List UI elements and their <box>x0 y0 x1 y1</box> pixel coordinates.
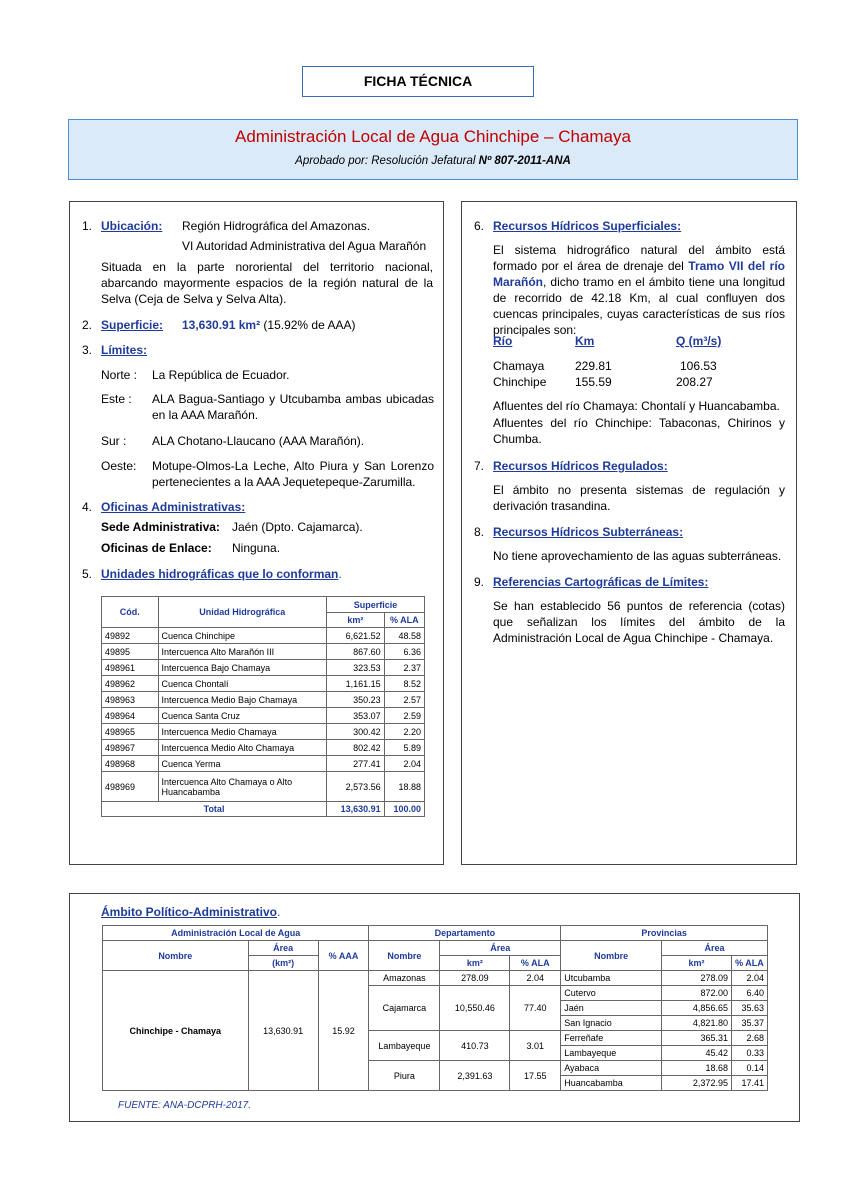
s6-para-tramo: Tramo VII del río Marañón <box>493 259 786 289</box>
th-dep-pct: % ALA <box>510 956 561 971</box>
th-ala: Administración Local de Agua <box>103 926 369 941</box>
prov-pct: 6.40 <box>731 986 767 1001</box>
dep-pct: 77.40 <box>510 986 561 1031</box>
prov-nombre: Huancabamba <box>561 1076 662 1091</box>
ambito-dot: . <box>277 905 281 919</box>
unidad-nombre: Intercuenca Alto Marañón III <box>158 644 327 660</box>
table-row <box>102 724 425 740</box>
s1-para: Situada en la parte nororiental del territorio nacional, abarcando mayormente espacios de la región natural de la Selva (Ceja de Selva y Selva Alta). <box>101 260 433 306</box>
unidad-cod: 49895 <box>102 644 159 660</box>
s6-num: 6. <box>474 219 485 233</box>
rio-header: Río <box>493 334 513 348</box>
unidad-km2: 353.07 <box>327 708 385 724</box>
table-row <box>102 660 425 676</box>
unidad-km2: 277.41 <box>327 756 385 772</box>
s2-num: 2. <box>82 318 93 332</box>
afluentes-chamaya: Afluentes del río Chamaya: Chontalí y Huancabamba. <box>493 399 780 413</box>
sede-label: Sede Administrativa: <box>101 520 220 534</box>
prov-area: 45.42 <box>662 1046 732 1061</box>
prov-nombre: Jaén <box>561 1001 662 1016</box>
unidad-nombre: Cuenca Yerma <box>158 756 327 772</box>
prov-pct: 2.04 <box>731 971 767 986</box>
table-row <box>102 676 425 692</box>
unidad-km2: 350.23 <box>327 692 385 708</box>
th-prov-km2: km² <box>662 956 732 971</box>
dep-pct: 17.55 <box>510 1061 561 1091</box>
unidad-cod: 498969 <box>102 772 159 802</box>
ambito-table <box>102 925 768 1091</box>
s5-num: 5. <box>82 567 93 581</box>
prov-nombre: Ferreñafe <box>561 1031 662 1046</box>
table-row <box>102 628 425 644</box>
afluentes-chinchipe: Afluentes del río Chinchipe: Tabaconas, Chirinos y Chumba. <box>493 416 785 446</box>
rio-2-name: Chinchipe <box>493 375 547 389</box>
unidad-nombre: Intercuenca Medio Chamaya <box>158 724 327 740</box>
limite-norte-key: Norte : <box>101 368 138 382</box>
s4-num: 4. <box>82 500 93 514</box>
km-header: Km <box>575 334 595 348</box>
s3-num: 3. <box>82 343 93 357</box>
prov-nombre: Utcubamba <box>561 971 662 986</box>
unidad-nombre: Cuenca Santa Cruz <box>158 708 327 724</box>
limite-sur-key: Sur : <box>101 434 127 448</box>
dep-pct: 3.01 <box>510 1031 561 1061</box>
dep-nombre: Lambayeque <box>369 1031 440 1061</box>
header-title: Administración Local de Agua Chinchipe – Chamaya <box>235 127 631 146</box>
th-dep-area: Área <box>440 941 561 956</box>
unidad-cod: 498967 <box>102 740 159 756</box>
s7-num: 7. <box>474 459 485 473</box>
prov-area: 278.09 <box>662 971 732 986</box>
subtitle-number: Nº 807-2011-ANA <box>478 155 571 167</box>
s1-num: 1. <box>82 219 93 233</box>
th-unidad: Unidad Hidrográfica <box>158 597 327 628</box>
limite-oeste-key: Oeste: <box>101 459 137 473</box>
dep-nombre: Amazonas <box>369 971 440 986</box>
dep-nombre: Piura <box>369 1061 440 1091</box>
th-cod: Cód. <box>102 597 159 628</box>
dep-pct: 2.04 <box>510 971 561 986</box>
th-dep-nombre: Nombre <box>369 941 440 971</box>
prov-pct: 35.37 <box>731 1016 767 1031</box>
s7-text: El ámbito no presenta sistemas de regulación y derivación trasandina. <box>493 483 785 513</box>
unidad-nombre: Cuenca Chontalí <box>158 676 327 692</box>
ala-nombre: Chinchipe - Chamaya <box>103 971 249 1091</box>
s1-title: Ubicación: <box>101 219 163 233</box>
unidad-nombre: Intercuenca Bajo Chamaya <box>158 660 327 676</box>
limite-oeste-value: Motupe-Olmos-La Leche, Alto Piura y San Lorenzo pertenecientes a la AAA Jequetepeque-Zarumilla. <box>152 459 434 489</box>
header-box <box>68 119 798 180</box>
dep-nombre: Cajamarca <box>369 986 440 1031</box>
s9-title: Referencias Cartográficas de Límites: <box>493 575 709 589</box>
dep-area: 410.73 <box>440 1031 510 1061</box>
unidad-km2: 867.60 <box>327 644 385 660</box>
unidad-nombre: Intercuenca Medio Bajo Chamaya <box>158 692 327 708</box>
unidad-km2: 2,573.56 <box>327 772 385 802</box>
table-row <box>102 772 425 802</box>
limite-norte-value: La República de Ecuador. <box>152 368 290 382</box>
s1-line2: VI Autoridad Administrativa del Agua Marañón <box>182 239 427 253</box>
s8-title: Recursos Hídricos Subterráneas: <box>493 525 684 539</box>
s5-title: Unidades hidrográficas que lo conforman <box>101 567 339 581</box>
unidad-pct: 8.52 <box>384 676 424 692</box>
th-prov-area: Área <box>662 941 768 956</box>
s7-title: Recursos Hídricos Regulados: <box>493 459 668 473</box>
s5-dot: . <box>338 567 342 581</box>
fuente-note: FUENTE: ANA-DCPRH-2017. <box>118 1100 251 1111</box>
unidad-nombre: Cuenca Chinchipe <box>158 628 327 644</box>
s9-num: 9. <box>474 575 485 589</box>
prov-pct: 0.14 <box>731 1061 767 1076</box>
total-pct: 100.00 <box>384 802 424 817</box>
prov-area: 4,856.65 <box>662 1001 732 1016</box>
rio-2-q: 208.27 <box>676 375 713 389</box>
unidad-cod: 498965 <box>102 724 159 740</box>
unidad-pct: 5.89 <box>384 740 424 756</box>
prov-area: 2,372.95 <box>662 1076 732 1091</box>
th-provincias: Provincias <box>561 926 768 941</box>
table-row <box>102 740 425 756</box>
s1-line1: Región Hidrográfica del Amazonas. <box>182 219 371 233</box>
prov-nombre: San Ignacio <box>561 1016 662 1031</box>
enlace-value: Ninguna. <box>232 541 281 555</box>
prov-nombre: Cutervo <box>561 986 662 1001</box>
unidad-cod: 498962 <box>102 676 159 692</box>
ambito-title: Ámbito Político-Administrativo <box>101 905 278 919</box>
rio-2-km: 155.59 <box>575 375 612 389</box>
unidad-km2: 323.53 <box>327 660 385 676</box>
unidad-km2: 6,621.52 <box>327 628 385 644</box>
s3-title: Límites: <box>101 343 148 357</box>
header-subtitle <box>69 155 797 167</box>
unidad-pct: 2.04 <box>384 756 424 772</box>
prov-pct: 0.33 <box>731 1046 767 1061</box>
ala-pct: 15.92 <box>318 971 369 1091</box>
dep-area: 10,550.46 <box>440 986 510 1031</box>
prov-pct: 2.68 <box>731 1031 767 1046</box>
unidad-cod: 49892 <box>102 628 159 644</box>
prov-area: 365.31 <box>662 1031 732 1046</box>
s8-num: 8. <box>474 525 485 539</box>
subtitle-prefix: Aprobado por: Resolución Jefatural <box>295 155 479 167</box>
th-ala-area: Área <box>248 941 318 956</box>
unidad-pct: 6.36 <box>384 644 424 660</box>
s8-text: No tiene aprovechamiento de las aguas subterráneas. <box>493 549 782 563</box>
prov-area: 4,821.80 <box>662 1016 732 1031</box>
prov-pct: 35.63 <box>731 1001 767 1016</box>
ala-area: 13,630.91 <box>248 971 318 1091</box>
unidad-pct: 48.58 <box>384 628 424 644</box>
prov-nombre: Lambayeque <box>561 1046 662 1061</box>
dep-area: 278.09 <box>440 971 510 986</box>
th-departamento: Departamento <box>369 926 561 941</box>
table-row <box>102 644 425 660</box>
s6-para <box>493 242 785 338</box>
s6-title: Recursos Hídricos Superficiales: <box>493 219 682 233</box>
prov-nombre: Ayabaca <box>561 1061 662 1076</box>
prov-area: 18.68 <box>662 1061 732 1076</box>
unidad-pct: 2.59 <box>384 708 424 724</box>
unidad-cod: 498968 <box>102 756 159 772</box>
th-prov-pct: % ALA <box>731 956 767 971</box>
th-km2: km² <box>327 613 385 628</box>
s2-value: 13,630.91 km² <box>182 318 261 332</box>
unidad-km2: 300.42 <box>327 724 385 740</box>
s6-para-a: El sistema hidrográfico natural del ámbito está formado por el área de drenaje del <box>493 243 785 273</box>
limite-este-value: ALA Bagua-Santiago y Utcubamba ambas ubicadas en la AAA Marañón. <box>152 392 434 422</box>
th-superficie: Superficie <box>327 597 425 613</box>
unidad-cod: 498964 <box>102 708 159 724</box>
unidad-pct: 2.20 <box>384 724 424 740</box>
limite-este-key: Este : <box>101 392 132 406</box>
th-prov-nombre: Nombre <box>561 941 662 971</box>
table-row <box>102 708 425 724</box>
unidad-cod: 498961 <box>102 660 159 676</box>
ficha-tecnica-title: FICHA TÉCNICA <box>302 66 534 97</box>
unidades-table <box>101 596 425 817</box>
prov-area: 872.00 <box>662 986 732 1001</box>
unidad-nombre: Intercuenca Alto Chamaya o Alto Huancabamba <box>158 772 327 802</box>
th-ala-area-unit: (km²) <box>248 956 318 971</box>
unidad-cod: 498963 <box>102 692 159 708</box>
unidad-km2: 802.42 <box>327 740 385 756</box>
s9-text: Se han establecido 56 puntos de referencia (cotas) que señalizan los límites del ámbito de la Administración Local de Agua Chinchipe - Chamaya. <box>493 599 785 645</box>
rio-1-km: 229.81 <box>575 359 612 373</box>
total-km2: 13,630.91 <box>327 802 385 817</box>
rio-1-name: Chamaya <box>493 359 545 373</box>
sede-value: Jaén (Dpto. Cajamarca). <box>232 520 363 534</box>
s2-title: Superficie: <box>101 318 164 332</box>
q-header: Q (m³/s) <box>676 334 722 348</box>
th-pct-ala: % ALA <box>384 613 424 628</box>
table-row <box>102 756 425 772</box>
enlace-label: Oficinas de Enlace: <box>101 541 212 555</box>
unidad-pct: 2.57 <box>384 692 424 708</box>
limite-sur-value: ALA Chotano-Llaucano (AAA Marañón). <box>152 434 365 448</box>
s6-para-c: , dicho tramo en el ámbito tiene una longitud de recorrido de 42.18 Km, al cual confluyen dos cuencas principales, cuyas características de sus ríos principales son: <box>493 275 785 337</box>
s4-title: Oficinas Administrativas: <box>101 500 246 514</box>
unidad-nombre: Intercuenca Medio Alto Chamaya <box>158 740 327 756</box>
th-dep-km2: km² <box>440 956 510 971</box>
unidad-km2: 1,161.15 <box>327 676 385 692</box>
th-ala-nombre: Nombre <box>103 941 249 971</box>
s2-pct: (15.92% de AAA) <box>263 318 356 332</box>
th-pct-aaa: % AAA <box>318 941 369 971</box>
unidad-pct: 18.88 <box>384 772 424 802</box>
prov-pct: 17.41 <box>731 1076 767 1091</box>
dep-area: 2,391.63 <box>440 1061 510 1091</box>
table-row <box>102 692 425 708</box>
rio-1-q: 106.53 <box>680 359 717 373</box>
unidad-pct: 2.37 <box>384 660 424 676</box>
total-label: Total <box>102 802 327 817</box>
